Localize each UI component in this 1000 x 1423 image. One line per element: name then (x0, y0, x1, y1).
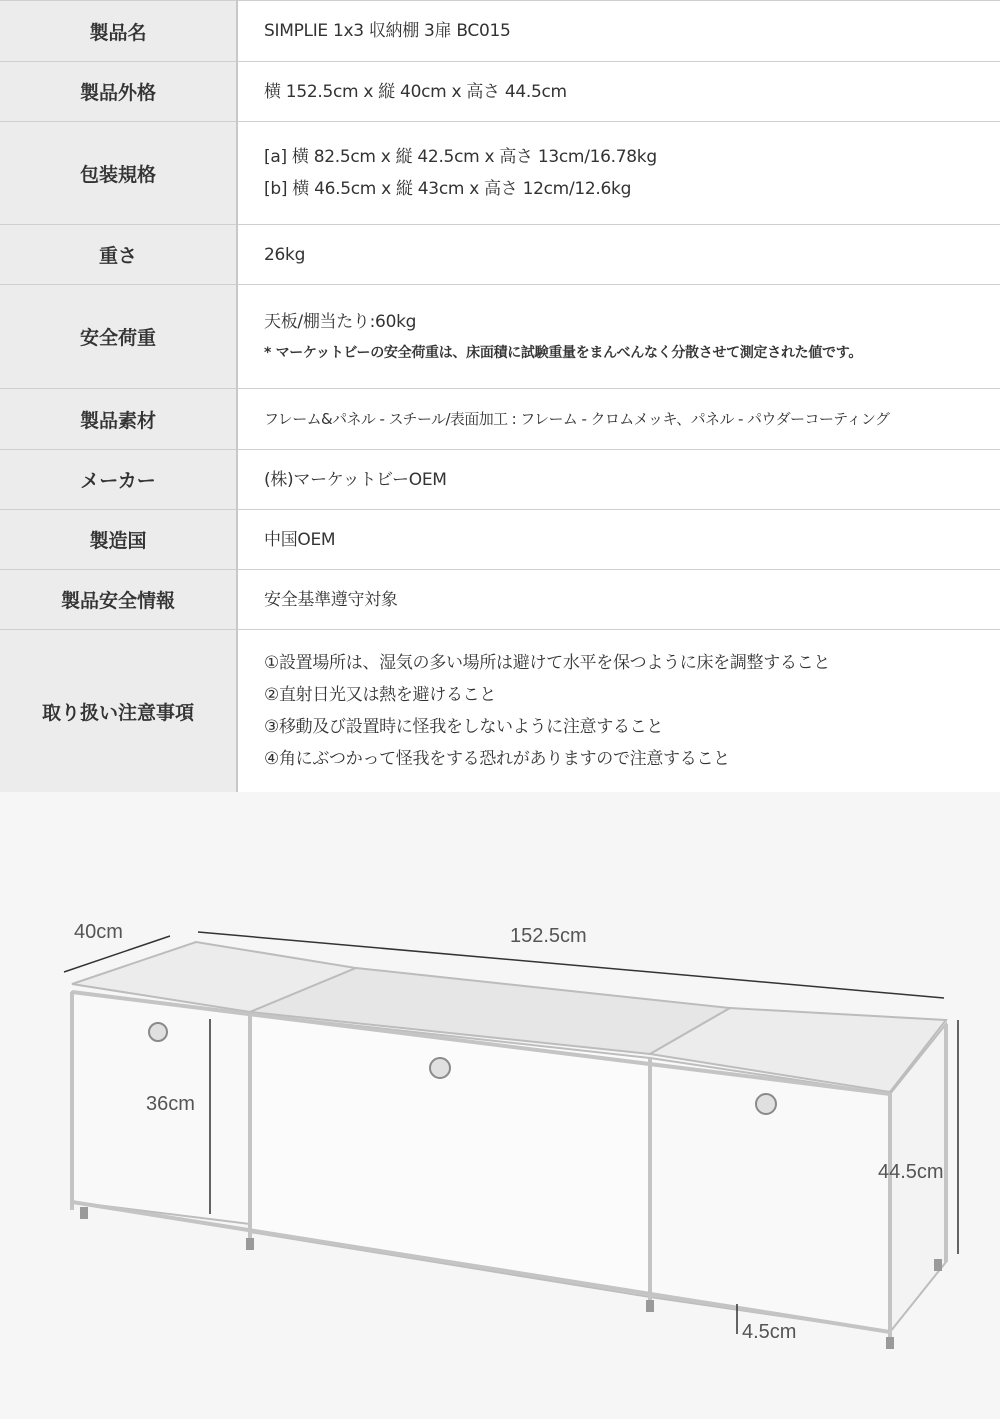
spec-label: 製品外格 (0, 62, 237, 122)
height-label: 44.5cm (878, 1161, 944, 1183)
spec-row-safety (0, 570, 1000, 630)
packaging-line: [a] 横 82.5cm x 縦 42.5cm x 高さ 13cm/16.78kg (264, 147, 657, 167)
load-value: 天板/棚当たり:60kg (264, 311, 417, 332)
width-label: 152.5cm (510, 925, 587, 947)
leg-height-label: 4.5cm (742, 1321, 797, 1343)
spec-label: 重さ (0, 225, 237, 285)
spec-row-material (0, 389, 1000, 450)
depth-label: 40cm (74, 921, 123, 943)
cabinet-foot (80, 1207, 88, 1219)
cabinet-foot (246, 1238, 254, 1250)
door-knob-icon (149, 1023, 167, 1041)
spec-value (237, 389, 1000, 450)
spec-value (237, 225, 1000, 285)
maker-value: (株)マーケットビーOEM (264, 469, 447, 490)
cabinet-foot (934, 1259, 942, 1271)
packaging-line: [b] 横 46.5cm x 縦 43cm x 高さ 12cm/12.6kg (264, 179, 632, 199)
door-knob-icon (756, 1094, 776, 1114)
product-name-value: SIMPLIE 1x3 収納棚 3扉 BC015 (264, 21, 511, 41)
product-diagram-area (0, 792, 1000, 1419)
origin-value: 中国OEM (264, 529, 336, 550)
weight-value: 26kg (264, 244, 306, 265)
spec-value (237, 122, 1000, 225)
spec-label: 製造国 (0, 510, 237, 570)
spec-value (237, 62, 1000, 122)
spec-label: 製品安全情報 (0, 570, 237, 630)
spec-row-load (0, 285, 1000, 389)
door-knob-icon (430, 1058, 450, 1078)
inner-height-label: 36cm (146, 1093, 195, 1115)
spec-row-origin (0, 510, 1000, 570)
spec-value (237, 510, 1000, 570)
spec-row-maker (0, 450, 1000, 510)
spec-label: 取り扱い注意事項 (0, 630, 237, 793)
spec-label: 安全荷重 (0, 285, 237, 389)
spec-row-caution (0, 630, 1000, 793)
spec-label: 包装規格 (0, 122, 237, 225)
caution-line: ④角にぶつかって怪我をする恐れがありますので注意すること (264, 749, 730, 769)
cabinet-foot (646, 1300, 654, 1312)
spec-value (237, 285, 1000, 389)
cabinet-foot (886, 1337, 894, 1349)
caution-line: ②直射日光又は熱を避けること (264, 685, 497, 705)
product-diagram (0, 792, 1000, 1419)
caution-line: ③移動及び設置時に怪我をしないように注意すること (264, 717, 664, 737)
spec-label: メーカー (0, 450, 237, 510)
spec-row-packaging (0, 122, 1000, 225)
spec-value (237, 630, 1000, 793)
load-note: * マーケットビーの安全荷重は、床面積に試験重量をまんべんなく分散させて測定された値です。 (264, 344, 863, 361)
spec-value (237, 1, 1000, 62)
safety-value: 安全基準遵守対象 (264, 589, 398, 610)
spec-row-product-name (0, 1, 1000, 62)
spec-label: 製品名 (0, 1, 237, 62)
spec-row-dimensions (0, 62, 1000, 122)
spec-value (237, 450, 1000, 510)
spec-value (237, 570, 1000, 630)
material-value: フレーム&パネル - スチール/表面加工 : フレーム - クロムメッキ、パネル - パウダーコーティング (264, 410, 890, 428)
caution-line: ①設置場所は、湿気の多い場所は避けて水平を保つように床を調整すること (264, 653, 831, 673)
spec-label: 製品素材 (0, 389, 237, 450)
spec-row-weight (0, 225, 1000, 285)
dimensions-value: 横 152.5cm x 縦 40cm x 高さ 44.5cm (264, 81, 567, 102)
